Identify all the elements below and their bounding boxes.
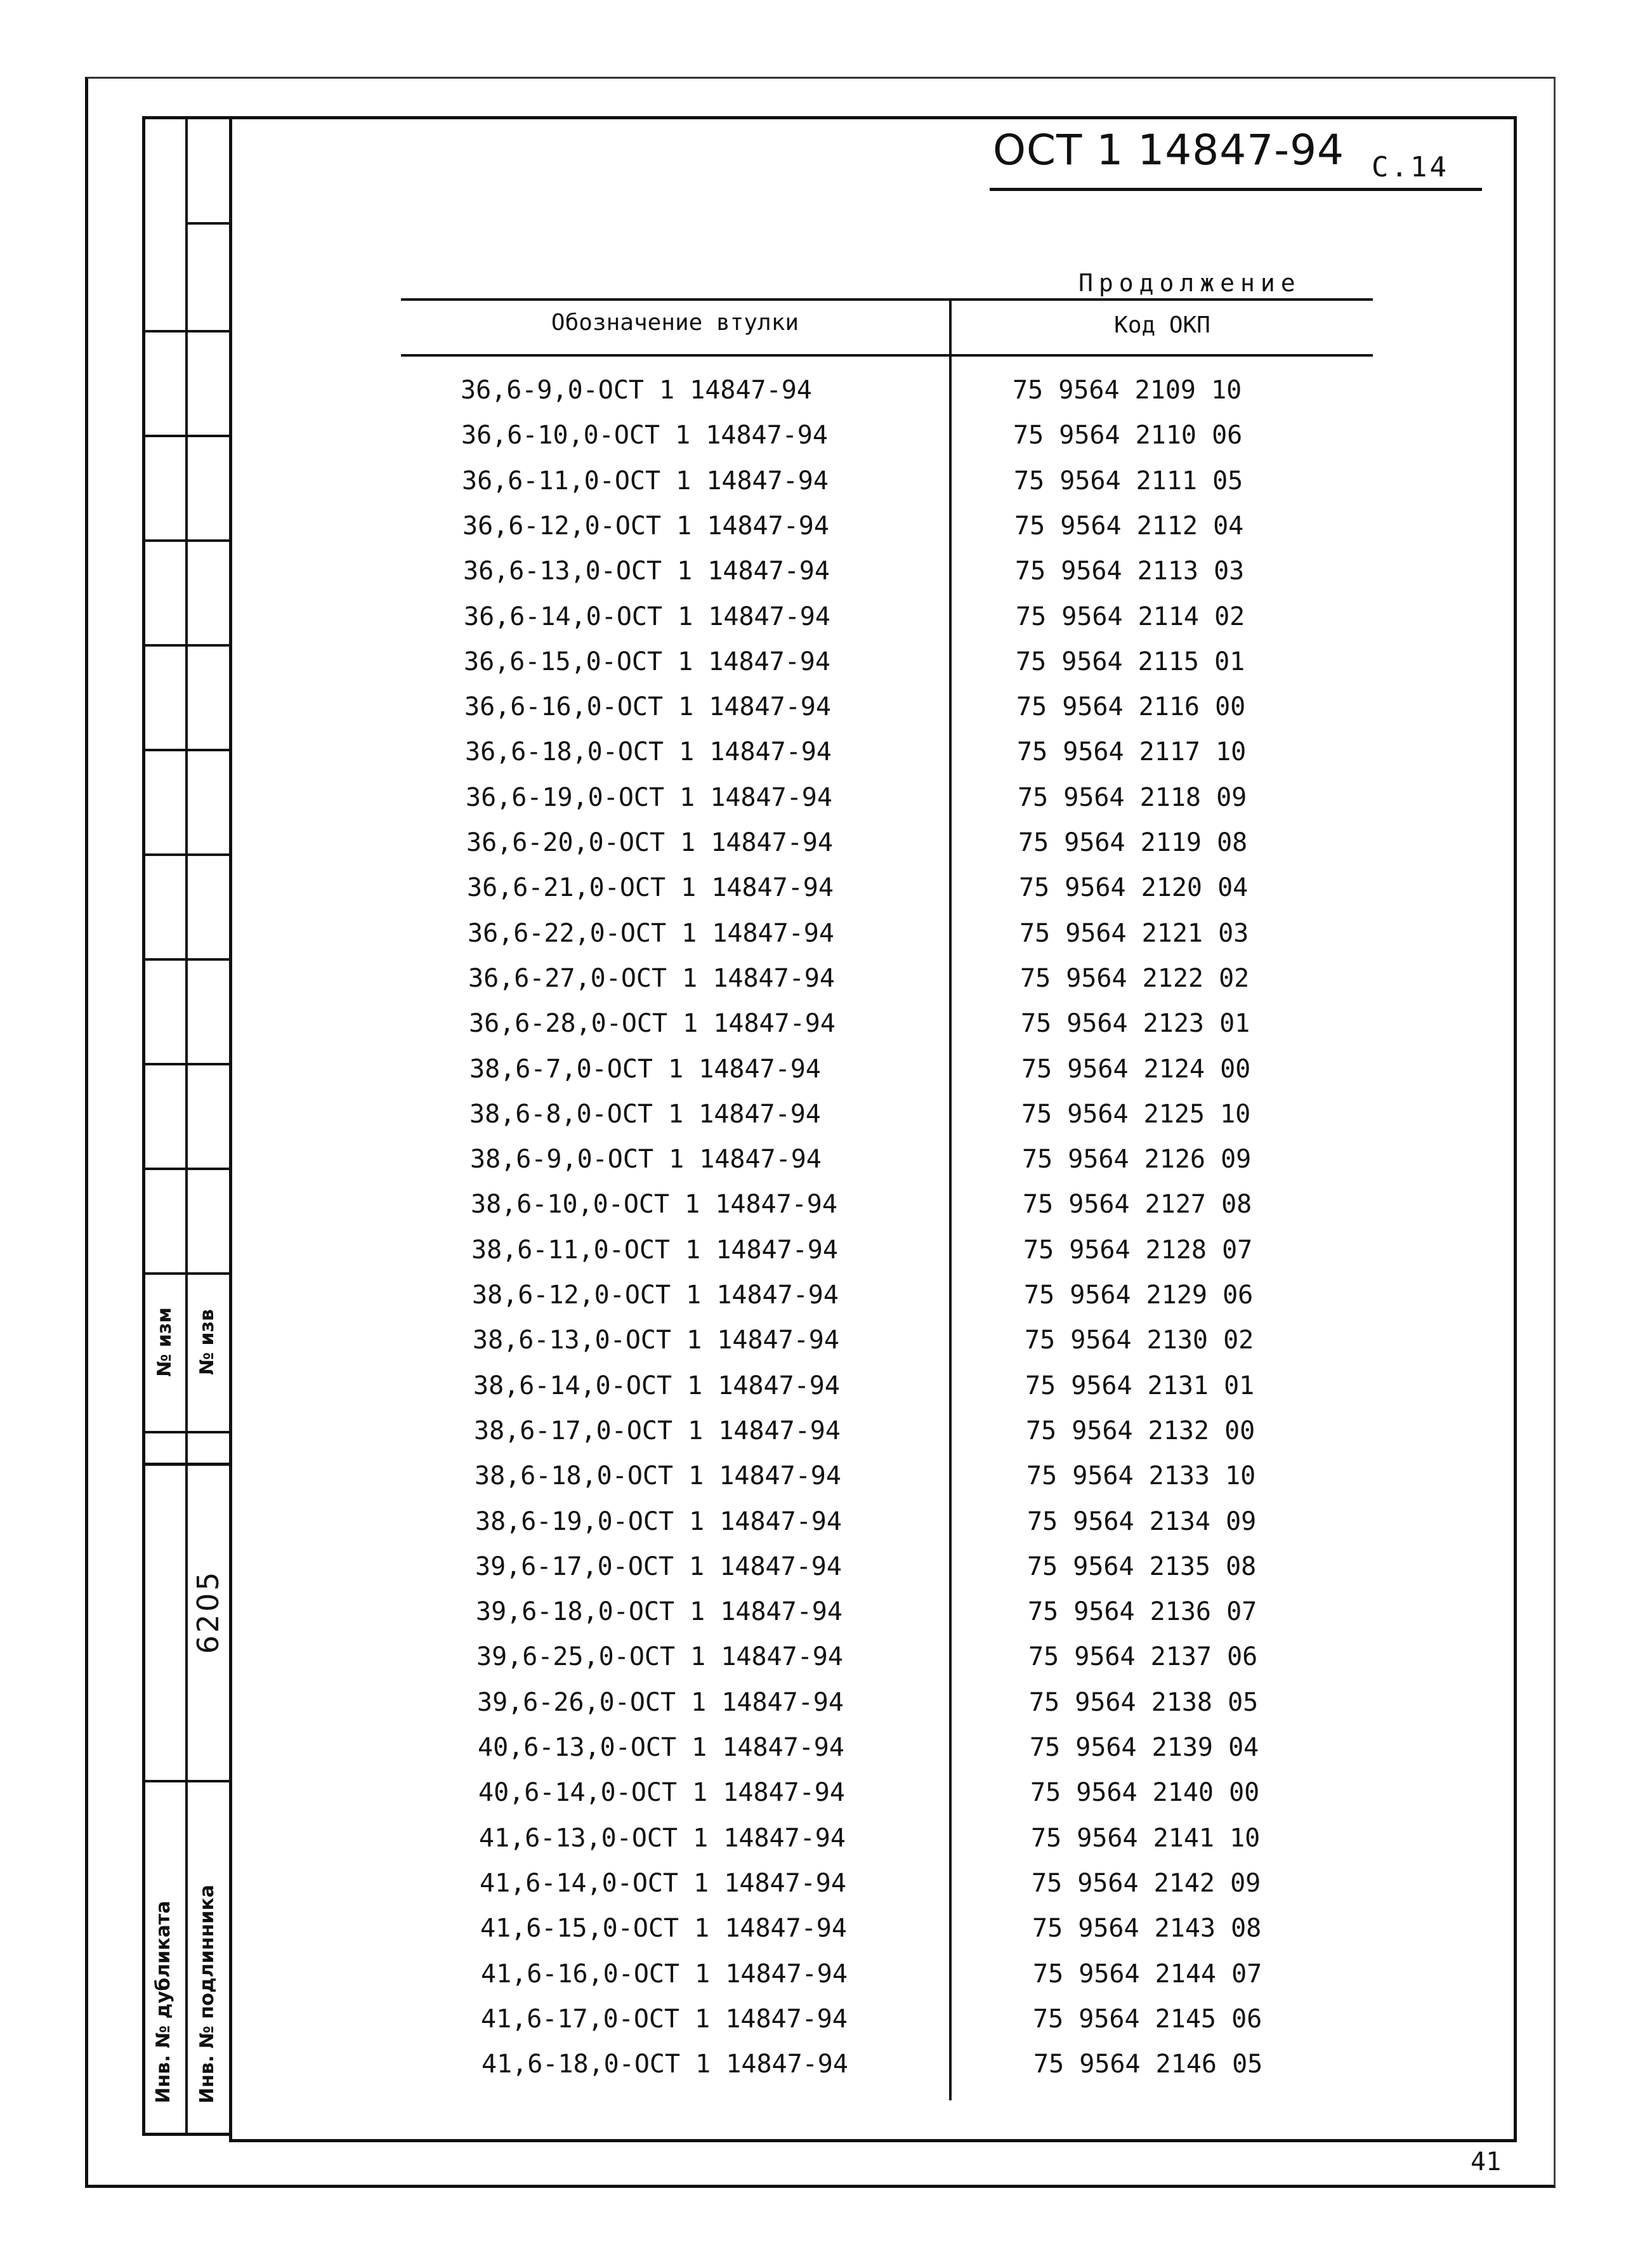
strip-cell-line xyxy=(142,749,230,751)
row-okp-code: 75 9564 2118 09 xyxy=(1018,783,1247,812)
row-okp-code: 75 9564 2117 10 xyxy=(1017,737,1247,767)
row-designation: 36,6-21,0-ОСТ 1 14847-94 xyxy=(467,873,834,902)
header-rule xyxy=(990,188,1482,191)
row-designation: 36,6-16,0-ОСТ 1 14847-94 xyxy=(464,692,831,721)
continuation-text: Продолжение xyxy=(1078,269,1301,297)
inner-frame xyxy=(229,116,1517,2142)
izv-label: № изв xyxy=(196,1309,218,1375)
strip-cell-line xyxy=(142,1168,230,1170)
row-designation: 36,6-14,0-ОСТ 1 14847-94 xyxy=(464,602,830,631)
row-designation: 38,6-12,0-ОСТ 1 14847-94 xyxy=(472,1281,839,1310)
row-okp-code: 75 9564 2130 02 xyxy=(1025,1326,1254,1355)
row-designation: 38,6-18,0-ОСТ 1 14847-94 xyxy=(475,1461,841,1491)
row-okp-code: 75 9564 2139 04 xyxy=(1030,1733,1259,1762)
row-designation: 36,6-27,0-ОСТ 1 14847-94 xyxy=(468,964,835,993)
row-okp-code: 75 9564 2133 10 xyxy=(1026,1461,1256,1491)
row-designation: 38,6-19,0-ОСТ 1 14847-94 xyxy=(475,1507,842,1536)
row-okp-code: 75 9564 2125 10 xyxy=(1021,1100,1251,1129)
row-okp-code: 75 9564 2128 07 xyxy=(1023,1235,1253,1265)
row-okp-code: 75 9564 2126 09 xyxy=(1022,1145,1252,1174)
row-okp-code: 75 9564 2122 02 xyxy=(1020,964,1250,993)
row-okp-code: 75 9564 2119 08 xyxy=(1018,828,1248,857)
row-designation: 38,6-11,0-ОСТ 1 14847-94 xyxy=(471,1235,838,1265)
table-header-rule xyxy=(401,354,1373,357)
duplicate-label: Инв. № дубликата xyxy=(152,1900,174,2104)
strip-middle-divider xyxy=(185,116,188,2136)
row-okp-code: 75 9564 2140 00 xyxy=(1030,1778,1260,1807)
row-designation: 41,6-14,0-ОСТ 1 14847-94 xyxy=(480,1869,846,1898)
row-designation: 36,6-9,0-ОСТ 1 14847-94 xyxy=(461,376,812,405)
row-designation: 41,6-15,0-ОСТ 1 14847-94 xyxy=(480,1914,847,1943)
row-okp-code: 75 9564 2111 05 xyxy=(1014,466,1243,496)
row-designation: 38,6-13,0-ОСТ 1 14847-94 xyxy=(473,1326,839,1355)
row-designation: 38,6-9,0-ОСТ 1 14847-94 xyxy=(470,1145,822,1174)
row-okp-code: 75 9564 2144 07 xyxy=(1033,1959,1262,1989)
row-okp-code: 75 9564 2109 10 xyxy=(1013,376,1242,405)
row-designation: 41,6-17,0-ОСТ 1 14847-94 xyxy=(481,2005,848,2034)
strip-cell-line xyxy=(142,1063,230,1065)
row-designation: 38,6-8,0-ОСТ 1 14847-94 xyxy=(469,1100,821,1129)
strip-cell-line xyxy=(142,958,230,961)
column-header-okp-code: Код ОКП xyxy=(1114,312,1210,338)
row-okp-code: 75 9564 2141 10 xyxy=(1031,1824,1261,1853)
row-okp-code: 75 9564 2135 08 xyxy=(1027,1552,1257,1581)
document-title: ОСТ 1 14847-94 xyxy=(993,126,1345,174)
row-designation: 40,6-14,0-ОСТ 1 14847-94 xyxy=(478,1778,845,1807)
row-designation: 41,6-16,0-ОСТ 1 14847-94 xyxy=(481,1959,848,1989)
row-okp-code: 75 9564 2120 04 xyxy=(1019,873,1249,902)
row-designation: 36,6-15,0-ОСТ 1 14847-94 xyxy=(464,647,830,676)
row-designation: 39,6-18,0-ОСТ 1 14847-94 xyxy=(476,1597,842,1626)
row-okp-code: 75 9564 2136 07 xyxy=(1028,1597,1257,1626)
row-designation: 41,6-13,0-ОСТ 1 14847-94 xyxy=(479,1824,846,1853)
strip-top-edge xyxy=(142,116,231,119)
strip-cell-line xyxy=(142,644,230,647)
row-okp-code: 75 9564 2114 02 xyxy=(1016,602,1245,631)
row-designation: 41,6-18,0-ОСТ 1 14847-94 xyxy=(482,2050,848,2079)
strip-cell-line xyxy=(142,330,230,333)
strip-cell-line xyxy=(142,539,230,542)
row-okp-code: 75 9564 2127 08 xyxy=(1023,1190,1252,1219)
row-designation: 38,6-7,0-ОСТ 1 14847-94 xyxy=(469,1055,821,1084)
strip-cell-line xyxy=(142,435,230,437)
row-okp-code: 75 9564 2131 01 xyxy=(1025,1371,1255,1400)
row-designation: 39,6-26,0-ОСТ 1 14847-94 xyxy=(477,1688,844,1717)
page-code: С.14 xyxy=(1372,151,1449,183)
izm-label: № изм xyxy=(154,1307,176,1377)
row-designation: 36,6-28,0-ОСТ 1 14847-94 xyxy=(469,1009,836,1038)
row-designation: 36,6-19,0-ОСТ 1 14847-94 xyxy=(466,783,832,812)
table-top-rule xyxy=(401,298,1373,301)
row-okp-code: 75 9564 2146 05 xyxy=(1033,2050,1263,2079)
row-designation: 36,6-18,0-ОСТ 1 14847-94 xyxy=(465,737,832,767)
row-designation: 36,6-20,0-ОСТ 1 14847-94 xyxy=(466,828,833,857)
row-okp-code: 75 9564 2132 00 xyxy=(1026,1416,1255,1445)
strip-cell-line xyxy=(142,1780,230,1782)
row-designation: 38,6-10,0-ОСТ 1 14847-94 xyxy=(471,1190,837,1219)
row-okp-code: 75 9564 2138 05 xyxy=(1029,1688,1259,1717)
row-okp-code: 75 9564 2110 06 xyxy=(1013,421,1243,450)
continuation-label xyxy=(1078,269,1652,297)
page-folio: 41 xyxy=(1471,2147,1502,2176)
row-okp-code: 75 9564 2113 03 xyxy=(1015,556,1245,586)
strip-cell-line xyxy=(142,1272,230,1275)
row-okp-code: 75 9564 2124 00 xyxy=(1021,1055,1251,1084)
row-designation: 39,6-17,0-ОСТ 1 14847-94 xyxy=(475,1552,842,1581)
row-okp-code: 75 9564 2137 06 xyxy=(1028,1642,1258,1671)
row-designation: 36,6-10,0-ОСТ 1 14847-94 xyxy=(461,421,828,450)
row-designation: 38,6-14,0-ОСТ 1 14847-94 xyxy=(473,1371,840,1400)
row-okp-code: 75 9564 2145 06 xyxy=(1033,2005,1262,2034)
original-label: Инв. № подлинника xyxy=(196,1885,218,2104)
row-okp-code: 75 9564 2121 03 xyxy=(1019,919,1249,948)
strip-cell-line xyxy=(142,1463,230,1466)
row-okp-code: 75 9564 2115 01 xyxy=(1016,647,1245,676)
row-designation: 36,6-12,0-ОСТ 1 14847-94 xyxy=(462,511,829,541)
row-okp-code: 75 9564 2129 06 xyxy=(1024,1281,1254,1310)
row-designation: 36,6-22,0-ОСТ 1 14847-94 xyxy=(468,919,834,948)
strip-cell-line xyxy=(142,853,230,856)
column-header-designation: Обозначение втулки xyxy=(551,310,799,336)
row-designation: 40,6-13,0-ОСТ 1 14847-94 xyxy=(478,1733,844,1762)
row-okp-code: 75 9564 2134 09 xyxy=(1027,1507,1257,1536)
row-okp-code: 75 9564 2112 04 xyxy=(1014,511,1244,541)
strip-left-edge xyxy=(142,116,145,2136)
strip-cell-line xyxy=(185,222,230,225)
row-okp-code: 75 9564 2116 00 xyxy=(1016,692,1246,721)
row-okp-code: 75 9564 2142 09 xyxy=(1032,1869,1261,1898)
row-designation: 38,6-17,0-ОСТ 1 14847-94 xyxy=(474,1416,841,1445)
original-number: 6205 xyxy=(191,1569,225,1654)
strip-bottom-edge xyxy=(142,2133,231,2136)
table-column-divider xyxy=(949,298,952,2100)
row-okp-code: 75 9564 2123 01 xyxy=(1021,1009,1250,1038)
row-okp-code: 75 9564 2143 08 xyxy=(1032,1914,1262,1943)
row-designation: 36,6-11,0-ОСТ 1 14847-94 xyxy=(462,466,829,496)
row-designation: 39,6-25,0-ОСТ 1 14847-94 xyxy=(476,1642,843,1671)
strip-cell-line xyxy=(142,1431,230,1433)
row-designation: 36,6-13,0-ОСТ 1 14847-94 xyxy=(463,556,830,586)
